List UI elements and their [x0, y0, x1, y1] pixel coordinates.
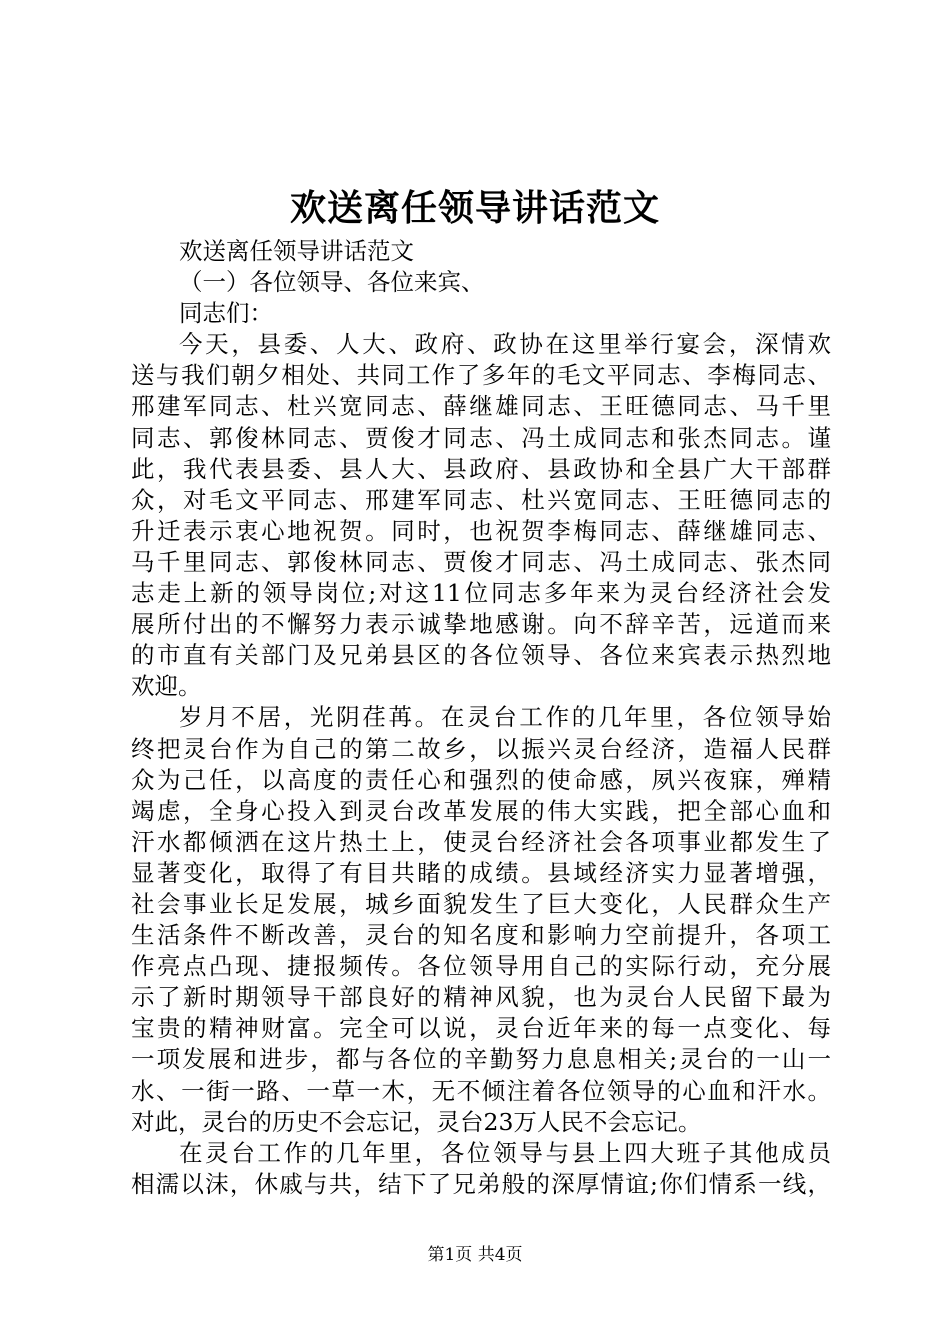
paragraph-line: 一项发展和进步，都与各位的辛勤努力息息相关;灵台的一山一	[131, 1045, 831, 1074]
paragraph-line: 马千里同志、郭俊林同志、贾俊才同志、冯土成同志、张杰同	[131, 547, 831, 576]
paragraph-line: 作亮点凸现、捷报频传。各位领导用自己的实际行动，充分展	[131, 952, 831, 981]
document-title: 欢送离任领导讲话范文	[289, 187, 660, 229]
subtitle-line: 欢送离任领导讲话范文	[179, 237, 414, 265]
paragraph-line: 此，我代表县委、县人大、县政府、县政协和全县广大干部群	[131, 454, 831, 483]
paragraph-line: 展所付出的不懈努力表示诚挚地感谢。向不辞辛苦，远道而来	[131, 610, 831, 639]
page-footer: 第1页 共4页	[427, 1245, 523, 1265]
paragraph-line: 岁月不居，光阴荏苒。在灵台工作的几年里，各位领导始	[179, 703, 831, 732]
paragraph-line: 宝贵的精神财富。完全可以说，灵台近年来的每一点变化、每	[131, 1014, 831, 1043]
paragraph-line: 今天，县委、人大、政府、政协在这里举行宴会，深情欢	[179, 330, 831, 359]
paragraph-line: 示了新时期领导干部良好的精神风貌，也为灵台人民留下最为	[131, 983, 831, 1012]
paragraph-line: 众为己任，以高度的责任心和强烈的使命感，夙兴夜寐，殚精	[131, 765, 831, 794]
paragraph-line: 在灵台工作的几年里，各位领导与县上四大班子其他成员	[179, 1138, 831, 1167]
paragraph-line: 社会事业长足发展，城乡面貌发生了巨大变化，人民群众生产	[131, 889, 831, 918]
document-body	[131, 236, 831, 1200]
paragraph-line: 汗水都倾洒在这片热土上，使灵台经济社会各项事业都发生了	[131, 827, 831, 856]
paragraph-line: 相濡以沫，休戚与共，结下了兄弟般的深厚情谊;你们情系一线，	[131, 1169, 831, 1198]
paragraph-line: 志走上新的领导岗位;对这11位同志多年来为灵台经济社会发	[131, 579, 831, 608]
paragraph-line: 竭虑，全身心投入到灵台改革发展的伟大实践，把全部心血和	[131, 796, 831, 825]
paragraph-line: 升迁表示衷心地祝贺。同时，也祝贺李梅同志、薛继雄同志、	[131, 516, 831, 545]
salutation-line: 同志们：	[179, 299, 273, 328]
paragraph-line: 的市直有关部门及兄弟县区的各位领导、各位来宾表示热烈地	[131, 641, 831, 670]
paragraph-line: 显著变化，取得了有目共睹的成绩。县域经济实力显著增强，	[131, 858, 831, 887]
paragraph-line: 送与我们朝夕相处、共同工作了多年的毛文平同志、李梅同志、	[131, 361, 831, 390]
salutation-line: （一）各位领导、各位来宾、	[179, 268, 485, 297]
paragraph-line: 对此，灵台的历史不会忘记，灵台23万人民不会忘记。	[131, 1107, 702, 1136]
paragraph-line: 欢迎。	[131, 672, 202, 701]
paragraph-line: 水、一街一路、一草一木，无不倾注着各位领导的心血和汗水。	[131, 1076, 831, 1105]
paragraph-line: 众，对毛文平同志、邢建军同志、杜兴宽同志、王旺德同志的	[131, 485, 831, 514]
paragraph-line: 同志、郭俊林同志、贾俊才同志、冯土成同志和张杰同志。谨	[131, 423, 831, 452]
paragraph-line: 生活条件不断改善，灵台的知名度和影响力空前提升，各项工	[131, 921, 831, 950]
paragraph-line: 终把灵台作为自己的第二故乡，以振兴灵台经济，造福人民群	[131, 734, 831, 763]
paragraph-line: 邢建军同志、杜兴宽同志、薛继雄同志、王旺德同志、马千里	[131, 392, 831, 421]
